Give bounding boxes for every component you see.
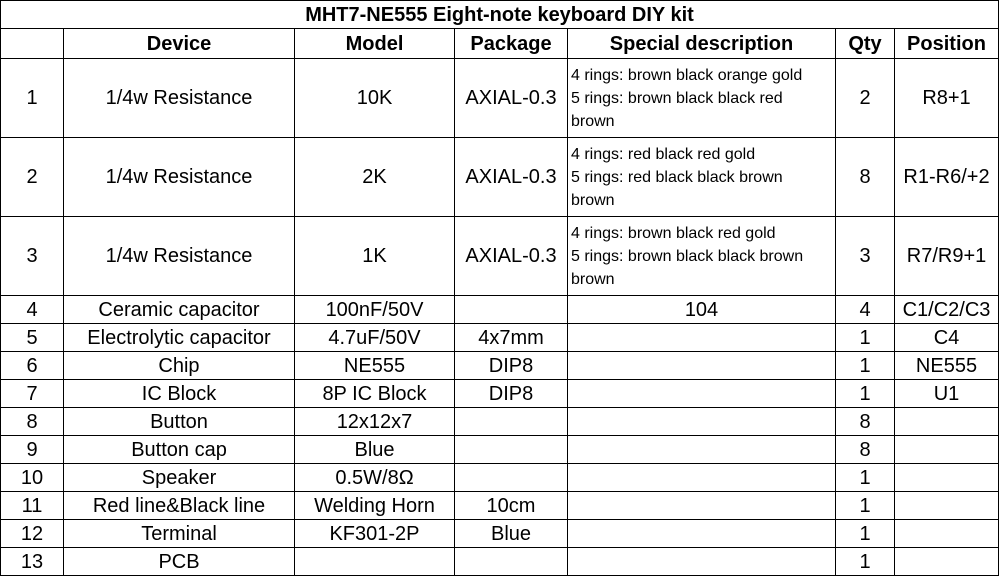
cell-package	[455, 296, 568, 324]
cell-description	[568, 380, 836, 408]
header-device: Device	[64, 29, 295, 59]
table-row	[1, 436, 999, 464]
description-line: brown	[571, 191, 615, 209]
description-line: brown	[571, 270, 615, 288]
cell-device: PCB	[64, 548, 295, 576]
table-row	[1, 324, 999, 352]
cell-qty: 4	[836, 296, 895, 324]
cell-package	[455, 408, 568, 436]
table-row	[1, 464, 999, 492]
cell-position: C1/C2/C3	[895, 296, 999, 324]
cell-device: 1/4w Resistance	[64, 59, 295, 138]
header-no	[1, 29, 64, 59]
cell-no: 7	[1, 380, 64, 408]
cell-package: DIP8	[455, 380, 568, 408]
description-line: 4 rings: red black red gold	[571, 145, 756, 163]
table-row	[1, 217, 999, 296]
cell-device: Electrolytic capacitor	[64, 324, 295, 352]
description-line: 4 rings: brown black orange gold	[571, 66, 803, 84]
cell-position	[895, 408, 999, 436]
cell-package: DIP8	[455, 352, 568, 380]
cell-package	[455, 436, 568, 464]
cell-description	[568, 464, 836, 492]
cell-model: 2K	[295, 138, 455, 217]
cell-package: Blue	[455, 520, 568, 548]
cell-description	[568, 436, 836, 464]
cell-position: U1	[895, 380, 999, 408]
cell-device: Button cap	[64, 436, 295, 464]
cell-model: 10K	[295, 59, 455, 138]
table-row	[1, 59, 999, 138]
cell-description	[568, 520, 836, 548]
header-qty: Qty	[836, 29, 895, 59]
cell-model: KF301-2P	[295, 520, 455, 548]
cell-device: Button	[64, 408, 295, 436]
cell-package: AXIAL-0.3	[455, 138, 568, 217]
cell-no: 4	[1, 296, 64, 324]
cell-no: 1	[1, 59, 64, 138]
cell-package: 10cm	[455, 492, 568, 520]
description-line: 5 rings: brown black black brown	[571, 247, 804, 265]
cell-device: 1/4w Resistance	[64, 138, 295, 217]
description-line: 5 rings: red black black brown	[571, 168, 783, 186]
cell-position: C4	[895, 324, 999, 352]
cell-package: AXIAL-0.3	[455, 217, 568, 296]
description-line: brown	[571, 112, 615, 130]
cell-position: R8+1	[895, 59, 999, 138]
cell-no: 6	[1, 352, 64, 380]
cell-model: Welding Horn	[295, 492, 455, 520]
cell-qty: 1	[836, 352, 895, 380]
header-package: Package	[455, 29, 568, 59]
header-position: Position	[895, 29, 999, 59]
description-line: 4 rings: brown black red gold	[571, 224, 776, 242]
table-row	[1, 520, 999, 548]
cell-package: 4x7mm	[455, 324, 568, 352]
cell-model: 100nF/50V	[295, 296, 455, 324]
cell-device: Terminal	[64, 520, 295, 548]
cell-description: 104	[568, 296, 836, 324]
cell-qty: 3	[836, 217, 895, 296]
cell-position: R7/R9+1	[895, 217, 999, 296]
cell-qty: 1	[836, 464, 895, 492]
cell-position	[895, 492, 999, 520]
cell-device: IC Block	[64, 380, 295, 408]
cell-description	[568, 324, 836, 352]
table-row	[1, 408, 999, 436]
cell-description	[568, 408, 836, 436]
cell-model: 8P IC Block	[295, 380, 455, 408]
cell-qty: 1	[836, 520, 895, 548]
cell-model: Blue	[295, 436, 455, 464]
cell-description	[568, 59, 836, 138]
cell-description	[568, 217, 836, 296]
cell-position	[895, 464, 999, 492]
cell-model: NE555	[295, 352, 455, 380]
cell-no: 10	[1, 464, 64, 492]
cell-position	[895, 436, 999, 464]
description-line: 5 rings: brown black black red	[571, 89, 783, 107]
cell-qty: 1	[836, 548, 895, 576]
cell-description	[568, 138, 836, 217]
cell-no: 5	[1, 324, 64, 352]
table-row	[1, 380, 999, 408]
cell-position: R1-R6/+2	[895, 138, 999, 217]
cell-description	[568, 548, 836, 576]
cell-no: 13	[1, 548, 64, 576]
cell-package	[455, 464, 568, 492]
cell-model: 4.7uF/50V	[295, 324, 455, 352]
cell-device: 1/4w Resistance	[64, 217, 295, 296]
table-title: MHT7-NE555 Eight-note keyboard DIY kit	[1, 1, 999, 29]
cell-model: 1K	[295, 217, 455, 296]
table-row	[1, 352, 999, 380]
header-row	[1, 29, 999, 59]
cell-qty: 8	[836, 408, 895, 436]
cell-model: 12x12x7	[295, 408, 455, 436]
cell-qty: 8	[836, 436, 895, 464]
cell-model: 0.5W/8Ω	[295, 464, 455, 492]
cell-device: Chip	[64, 352, 295, 380]
cell-qty: 2	[836, 59, 895, 138]
cell-model	[295, 548, 455, 576]
cell-position	[895, 548, 999, 576]
cell-description	[568, 492, 836, 520]
cell-position	[895, 520, 999, 548]
cell-position: NE555	[895, 352, 999, 380]
cell-device: Speaker	[64, 464, 295, 492]
cell-qty: 8	[836, 138, 895, 217]
cell-package: AXIAL-0.3	[455, 59, 568, 138]
cell-qty: 1	[836, 324, 895, 352]
cell-no: 8	[1, 408, 64, 436]
header-description: Special description	[568, 29, 836, 59]
cell-no: 2	[1, 138, 64, 217]
table-row	[1, 492, 999, 520]
table-row	[1, 548, 999, 576]
cell-no: 3	[1, 217, 64, 296]
cell-qty: 1	[836, 380, 895, 408]
cell-package	[455, 548, 568, 576]
cell-device: Ceramic capacitor	[64, 296, 295, 324]
table-row	[1, 296, 999, 324]
cell-device: Red line&Black line	[64, 492, 295, 520]
cell-no: 11	[1, 492, 64, 520]
cell-no: 12	[1, 520, 64, 548]
table-row	[1, 138, 999, 217]
cell-no: 9	[1, 436, 64, 464]
cell-qty: 1	[836, 492, 895, 520]
cell-description	[568, 352, 836, 380]
header-model: Model	[295, 29, 455, 59]
